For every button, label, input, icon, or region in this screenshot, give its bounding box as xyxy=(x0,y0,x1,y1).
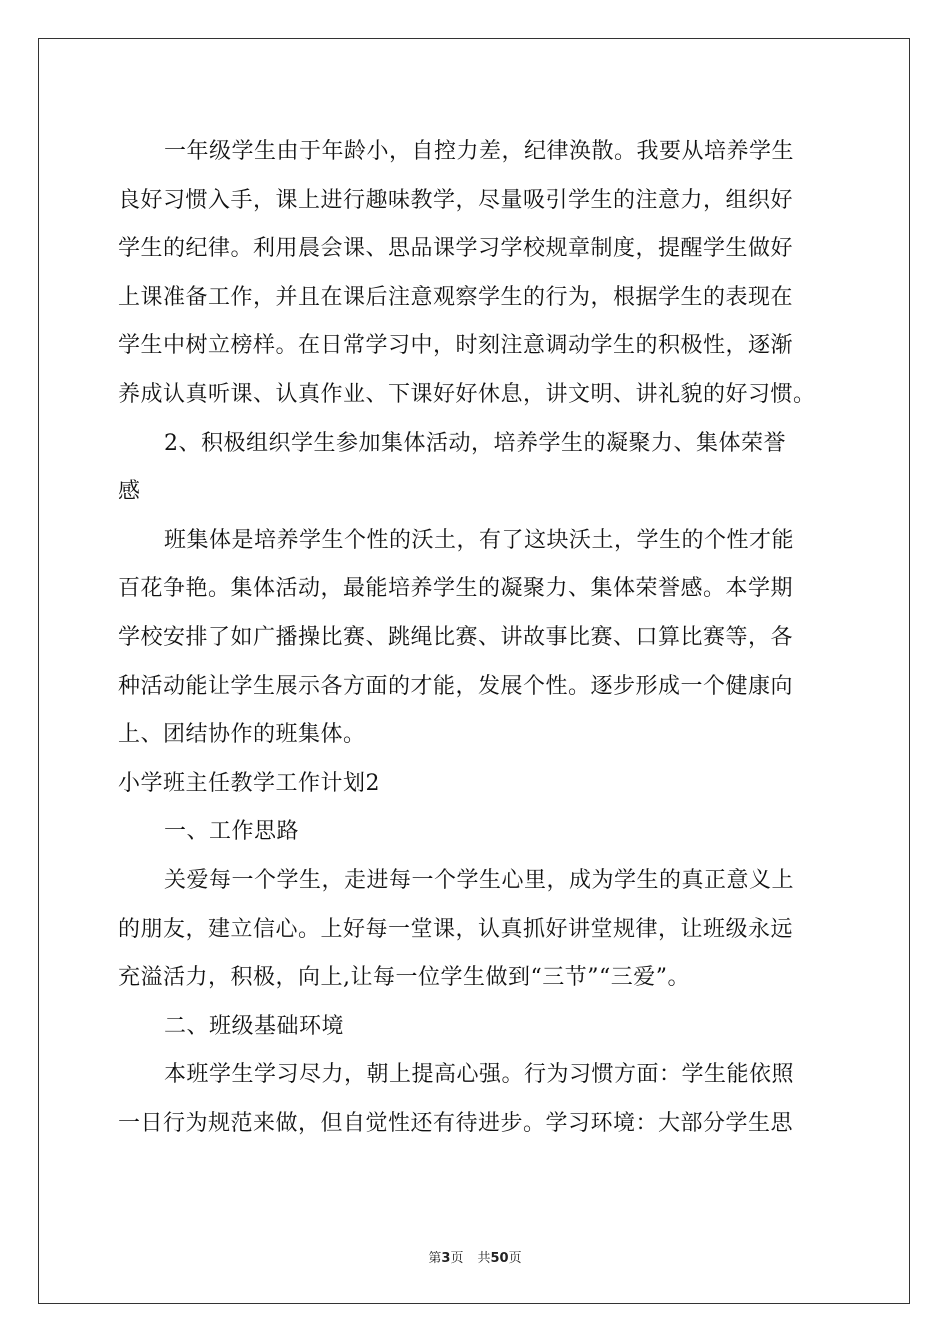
total-suffix: 页 xyxy=(508,1251,522,1266)
body-line: 上、团结协作的班集体。 xyxy=(118,722,366,748)
body-line: 学生的纪律。利用晨会课、思品课学习学校规章制度，提醒学生做好 xyxy=(118,236,794,262)
body-line: 上课准备工作，并且在课后注意观察学生的行为，根据学生的表现在 xyxy=(118,284,794,310)
body-line: 的朋友，建立信心。上好每一堂课，认真抓好讲堂规律，让班级永远 xyxy=(118,916,794,942)
body-line: 养成认真听课、认真作业、下课好好休息，讲文明、讲礼貌的好习惯。 xyxy=(118,381,816,407)
body-line: 班集体是培养学生个性的沃土，有了这块沃土，学生的个性才能 xyxy=(164,527,795,553)
body-line: 本班学生学习尽力，朝上提高心强。行为习惯方面：学生能依照 xyxy=(164,1062,795,1088)
body-line: 百花争艳。集体活动，最能培养学生的凝聚力、集体荣誉感。本学期 xyxy=(118,576,794,602)
body-line: 关爱每一个学生，走进每一个学生心里，成为学生的真正意义上 xyxy=(164,867,795,893)
section-heading-line: 2、积极组织学生参加集体活动，培养学生的凝聚力、集体荣誉 xyxy=(164,430,786,456)
body-line: 充溢活力，积极，向上,让每一位学生做到“三节”“三爱”。 xyxy=(118,965,690,991)
body-line: 种活动能让学生展示各方面的才能，发展个性。逐步形成一个健康向 xyxy=(118,673,794,699)
document-title: 小学班主任教学工作计划2 xyxy=(118,770,380,796)
page-number: 3 xyxy=(441,1251,451,1266)
body-line: 学生中树立榜样。在日常学习中，时刻注意调动学生的积极性，逐渐 xyxy=(118,333,794,359)
document-body xyxy=(118,128,838,1148)
section-heading: 一、工作思路 xyxy=(164,819,300,845)
total-prefix: 共 xyxy=(477,1251,491,1266)
body-line: 一日行为规范来做，但自觉性还有待进步。学习环境：大部分学生思 xyxy=(118,1110,794,1136)
body-line: 一年级学生由于年龄小，自控力差，纪律涣散。我要从培养学生 xyxy=(164,139,795,164)
total-pages: 50 xyxy=(490,1251,509,1266)
section-heading-line: 感 xyxy=(118,479,141,505)
body-line: 学校安排了如广播操比赛、跳绳比赛、讲故事比赛、口算比赛等，各 xyxy=(118,624,794,650)
body-line: 良好习惯入手，课上进行趣味教学，尽量吸引学生的注意力，组织好 xyxy=(118,187,794,213)
page-suffix: 页 xyxy=(450,1251,464,1266)
page-footer xyxy=(0,1247,950,1266)
section-heading: 二、班级基础环境 xyxy=(164,1013,345,1039)
page-prefix: 第 xyxy=(428,1251,442,1266)
